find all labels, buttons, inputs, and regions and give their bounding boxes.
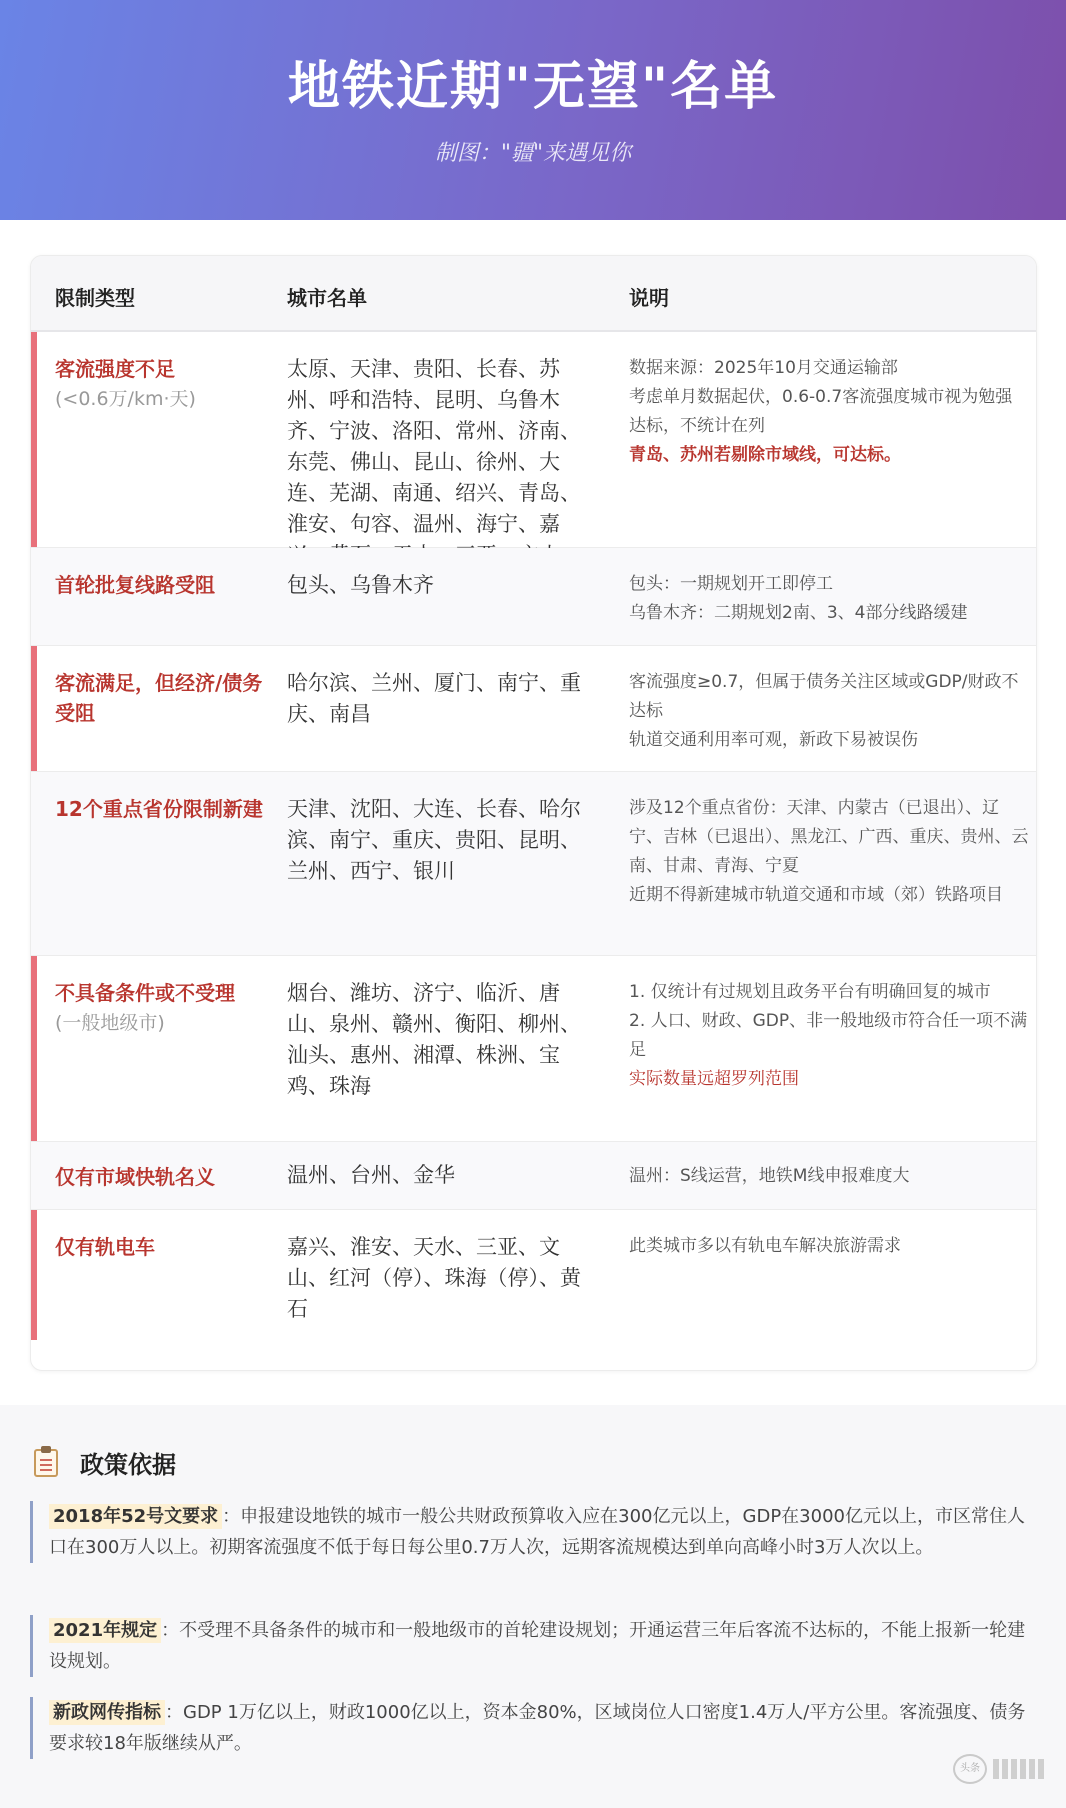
row-cities: 天津、沈阳、大连、长春、哈尔滨、南宁、重庆、贵阳、昆明、兰州、西宁、银川: [287, 797, 581, 883]
watermark-logo: 头条: [953, 1754, 987, 1784]
row-cities: 温州、台州、金华: [287, 1163, 455, 1187]
table-row: [31, 772, 1036, 956]
row-type: 12个重点省份限制新建: [55, 797, 263, 821]
restriction-table: [30, 255, 1037, 1371]
table-row: [31, 646, 1036, 772]
row-note-highlight: 青岛、苏州若剔除市域线，可达标。: [629, 445, 901, 465]
row-note: 近期不得新建城市轨道交通和市域（郊）铁路项目: [629, 885, 1003, 905]
row-note: 1. 仅统计有过规划且政务平台有明确回复的城市: [629, 982, 991, 1002]
policy-item: [30, 1501, 1040, 1563]
row-note: 乌鲁木齐：二期规划2南、3、4部分线路缓建: [629, 603, 968, 623]
row-type: 首轮批复线路受阻: [55, 573, 215, 597]
policy-section: [0, 1405, 1066, 1808]
row-cities: 哈尔滨、兰州、厦门、南宁、重庆、南昌: [287, 671, 581, 726]
policy-item: [30, 1615, 1040, 1677]
table-row: [31, 1142, 1036, 1210]
row-cities: 烟台、潍坊、济宁、临沂、唐山、泉州、赣州、衡阳、柳州、汕头、惠州、湘潭、株洲、宝鸡、珠海: [287, 981, 581, 1098]
table-body: [31, 332, 1036, 1340]
header-banner: [0, 0, 1066, 220]
table-row: [31, 548, 1036, 646]
policy-item: [30, 1697, 1040, 1759]
table-row: [31, 956, 1036, 1142]
policy-text: ：不受理不具备条件的城市和一般地级市的首轮建设规划；开通运营三年后客流不达标的，不能上报新一轮建设规划。: [49, 1620, 1026, 1672]
page-title: 地铁近期"无望"名单: [287, 57, 779, 117]
row-note: 客流强度≥0.7，但属于债务关注区域或GDP/财政不达标: [629, 672, 1019, 721]
page-subtitle: 制图："疆"来遇见你: [434, 141, 632, 166]
row-type: 客流强度不足: [55, 357, 175, 381]
row-cities: 嘉兴、淮安、天水、三亚、文山、红河（停）、珠海（停）、黄石: [287, 1235, 581, 1321]
row-note: 2. 人口、财政、GDP、非一般地级市符合任一项不满足: [629, 1011, 1028, 1060]
row-type-sub: (一般地级市): [55, 1012, 165, 1034]
row-type: 仅有轨电车: [55, 1235, 155, 1259]
policy-tag: 新政网传指标: [49, 1700, 165, 1725]
table-header: [31, 256, 1036, 332]
table-row: [31, 1210, 1036, 1340]
row-note-highlight: 实际数量远超罗列范围: [629, 1069, 799, 1089]
row-note: 温州：S线运营，地铁M线申报难度大: [629, 1166, 910, 1186]
watermark: [953, 1754, 1044, 1784]
row-note: 涉及12个重点省份：天津、内蒙古（已退出）、辽宁、吉林（已退出）、黑龙江、广西、重庆、贵州、云南、甘肃、青海、宁夏: [629, 798, 1029, 876]
policy-header: [34, 1445, 176, 1480]
header-cities: 城市名单: [287, 286, 367, 310]
row-type: 仅有市域快轨名义: [55, 1165, 215, 1189]
table-row: [31, 332, 1036, 548]
policy-title: 政策依据: [80, 1451, 176, 1479]
policy-tag: 2018年52号文要求: [49, 1504, 222, 1529]
row-note: 包头：一期规划开工即停工: [629, 574, 833, 594]
policy-tag: 2021年规定: [49, 1618, 161, 1643]
header-notes: 说明: [629, 286, 669, 310]
policy-text: ：申报建设地铁的城市一般公共财政预算收入应在300亿元以上，GDP在3000亿元以上，市区常住人口在300万人以上。初期客流强度不低于每日每公里0.7万人次，远期客流规模达到单向高峰小时3万人次以上。: [49, 1506, 1025, 1558]
policy-text: ：GDP 1万亿以上，财政1000亿以上，资本金80%，区域岗位人口密度1.4万人/平方公里。客流强度、债务要求较18年版继续从严。: [49, 1702, 1026, 1754]
row-cities: 包头、乌鲁木齐: [287, 573, 434, 597]
row-note: 轨道交通利用率可观，新政下易被误伤: [629, 730, 918, 750]
row-note: 考虑单月数据起伏，0.6-0.7客流强度城市视为勉强达标，不统计在列: [629, 387, 1013, 436]
row-type: 客流满足，但经济/债务受阻: [55, 671, 263, 725]
row-note: 此类城市多以有轨电车解决旅游需求: [629, 1236, 901, 1256]
watermark-bars-icon: [993, 1759, 1044, 1779]
row-type: 不具备条件或不受理: [55, 981, 235, 1005]
row-note: 数据来源：2025年10月交通运输部: [629, 358, 898, 378]
row-cities: 太原、天津、贵阳、长春、苏州、呼和浩特、昆明、乌鲁木齐、宁波、洛阳、常州、济南、东莞、佛山、昆山、徐州、大连、芜湖、南通、绍兴、青岛、淮安、句容、温州、海宁、嘉: [287, 357, 581, 536]
header-type: 限制类型: [55, 286, 135, 310]
row-type-sub: (<0.6万/km·天): [55, 388, 196, 410]
clipboard-icon: [34, 1449, 58, 1477]
